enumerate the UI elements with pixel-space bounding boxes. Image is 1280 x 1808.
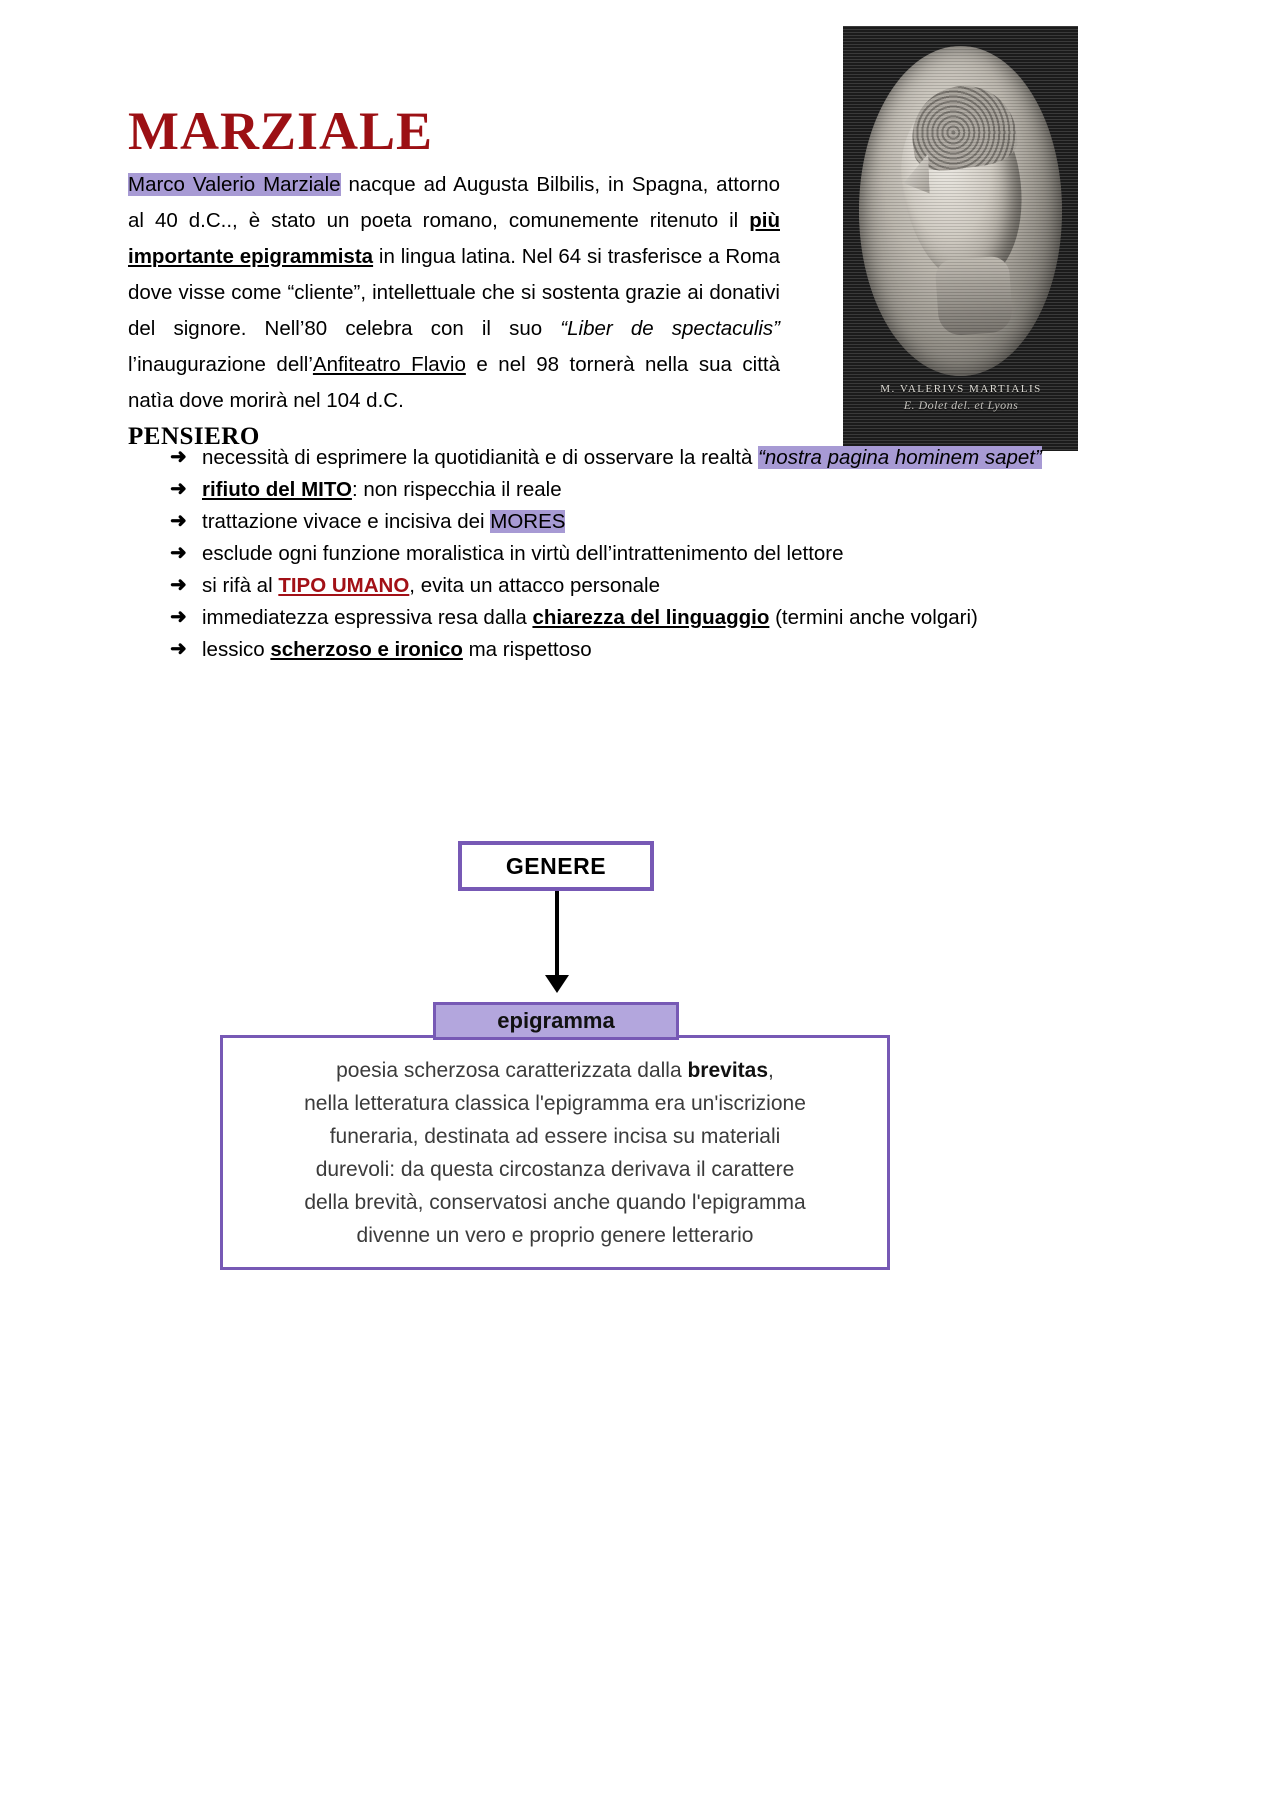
list-item-label: [202, 442, 1070, 473]
list-item-text-run: immediatezza espressiva resa dalla: [202, 606, 533, 629]
list-item-text-run: , evita un attacco personale: [409, 574, 661, 597]
portrait-oval-frame: [859, 46, 1062, 376]
diagram-description-run: poesia scherzosa caratterizzata dalla: [336, 1058, 688, 1082]
intro-work-title: “Liber de spectaculis”: [560, 316, 780, 340]
list-item-text-run: si rifà al: [202, 574, 279, 597]
diagram-description-line: [336, 1054, 774, 1087]
list-item-text-run: (termini anche volgari): [769, 606, 978, 629]
intro-emphasis-epigrammista: più importante epigrammista: [128, 208, 780, 268]
list-item: [170, 570, 1070, 601]
portrait-neck-shape: [934, 256, 1013, 337]
list-item-text-run: trattazione vivace e incisiva dei: [202, 510, 491, 533]
arrow-bullet-icon: ➜: [170, 510, 187, 532]
list-item-text-run: : non rispecchia il reale: [351, 478, 562, 501]
list-item: [170, 506, 1070, 537]
portrait-head-shape: [893, 88, 1030, 289]
list-item-label: [202, 634, 1070, 665]
list-item: [170, 474, 1070, 505]
portrait-nose-shape: [902, 154, 929, 195]
intro-text-4: e nel 98 tornerà nella sua città natìa dove morirà nel 104 d.C.: [128, 352, 780, 412]
diagram-node-epigramma: [433, 1002, 679, 1040]
diagram-node-epigramma-label: epigramma: [497, 1008, 615, 1033]
intro-paragraph: [128, 167, 780, 419]
list-item-label: [202, 474, 1070, 505]
list-item-text-run: rifiuto del MITO: [202, 478, 352, 501]
diagram-description-line: [304, 1186, 805, 1219]
list-item-label: [202, 570, 1070, 601]
diagram-description-line: [316, 1153, 795, 1186]
diagram-node-genere-label: GENERE: [505, 852, 607, 879]
list-item-text-run: “nostra pagina hominem sapet”: [758, 446, 1042, 469]
diagram-description-run: brevitas: [687, 1058, 769, 1082]
pensiero-bullet-list: [170, 442, 1070, 666]
portrait-hair-shape: [906, 79, 1020, 175]
diagram-description-line: [304, 1087, 806, 1120]
arrow-bullet-icon: ➜: [170, 478, 187, 500]
diagram-description-run: nella letteratura classica l'epigramma era un'iscrizione: [304, 1091, 806, 1115]
list-item-label: [202, 506, 1070, 537]
list-item-text-run: scherzoso e ironico: [270, 638, 463, 661]
portrait-caption-line1: M. VALERIVS MARTIALIS: [880, 382, 1042, 395]
portrait-caption-line2: E. Dolet del. et Lyons: [903, 397, 1019, 412]
intro-text-3: l’inaugurazione dell’: [128, 352, 313, 376]
diagram-description-run: durevoli: da questa circostanza derivava il carattere: [315, 1157, 795, 1181]
diagram-description-run: funeraria, destinata ad essere incisa su materiali: [329, 1124, 781, 1148]
list-item-text-run: chiarezza del linguaggio: [532, 606, 770, 629]
arrow-bullet-icon: ➜: [170, 574, 187, 596]
list-item-text-run: MORES: [490, 510, 566, 533]
diagram-description-box: [220, 1035, 890, 1270]
intro-text-2: in lingua latina. Nel 64 si trasferisce a Roma dove visse come “cliente”, intellettuale che si sostenta grazie ai donativi del signore. Nell’80 celebra con il suo: [128, 244, 781, 340]
intro-text-1: nacque ad Augusta Bilbilis, in Spagna, attorno al 40 d.C.., è stato un poeta romano, comunemente ritenuto il: [128, 172, 780, 232]
page-title: MARZIALE: [128, 101, 434, 162]
list-item-label: [202, 538, 1070, 569]
diagram-node-genere: [458, 841, 654, 891]
list-item-label: [202, 602, 1070, 633]
intro-underline-anfiteatro: Anfiteatro Flavio: [312, 352, 466, 376]
list-item-text-run: ma rispettoso: [462, 638, 592, 661]
arrow-bullet-icon: ➜: [170, 606, 187, 628]
list-item: [170, 442, 1070, 473]
diagram-arrow-head-icon: [545, 975, 569, 993]
diagram-description-line: [330, 1120, 781, 1153]
genere-diagram: [0, 830, 1280, 1300]
arrow-bullet-icon: ➜: [170, 446, 187, 468]
diagram-description-run: ,: [768, 1058, 774, 1082]
diagram-description-run: divenne un vero e proprio genere letterario: [356, 1223, 754, 1247]
arrow-bullet-icon: ➜: [170, 542, 187, 564]
list-item: [170, 602, 1070, 633]
diagram-connector-line: [555, 891, 559, 981]
marziale-portrait-image: [843, 26, 1078, 451]
diagram-description-line: [357, 1219, 754, 1252]
diagram-description-run: della brevità, conservatosi anche quando l'epigramma: [304, 1190, 806, 1214]
list-item: [170, 634, 1070, 665]
list-item-text-run: lessico: [202, 638, 271, 661]
arrow-bullet-icon: ➜: [170, 638, 187, 660]
list-item-text-run: necessità di esprimere la quotidianità e di osservare la realtà: [202, 446, 759, 469]
list-item-text-run: esclude ogni funzione moralistica in virtù dell’intrattenimento del lettore: [202, 542, 844, 565]
intro-highlight-name: Marco Valerio Marziale: [128, 172, 341, 196]
list-item-text-run: TIPO UMANO: [278, 574, 410, 597]
section-heading-pensiero: PENSIERO: [128, 422, 260, 450]
list-item: [170, 538, 1070, 569]
portrait-caption: [869, 382, 1053, 413]
